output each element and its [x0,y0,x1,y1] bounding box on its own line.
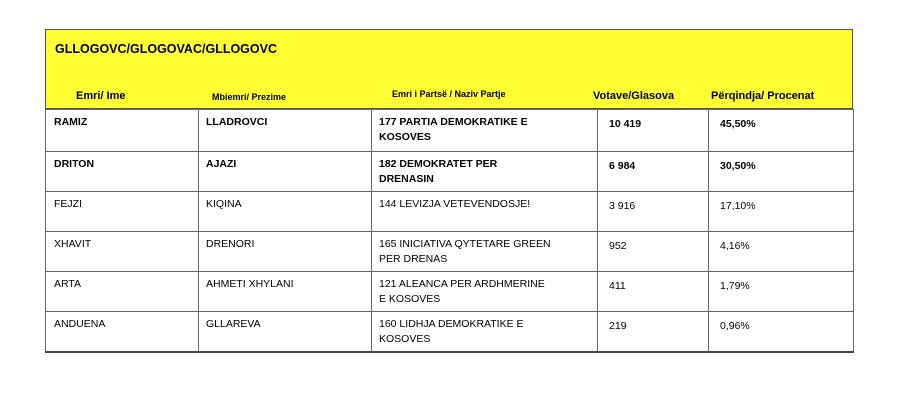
cell-party [372,110,598,152]
cell-party [372,192,598,232]
cell-last-name: AJAZI [199,152,372,192]
cell-party [372,152,598,192]
header-last-name: Mbiemri/ Prezime [212,92,287,102]
cell-last-name: AHMETI XHYLANI [199,272,372,312]
cell-votes: 411 [598,272,709,312]
cell-votes: 219 [598,312,709,352]
party-line-1: 177 PARTIA DEMOKRATIKE E [379,116,528,128]
table-header-band [45,29,853,109]
table-row [46,232,854,272]
party-line-2: KOSOVES [379,131,431,143]
table-row [46,312,854,352]
cell-first-name: FEJZI [46,192,199,232]
table-row [46,110,854,152]
party-line-2: DRENASIN [379,173,434,185]
cell-votes: 3 916 [598,192,709,232]
header-percent: Përqindja/ Procenat [711,90,815,102]
cell-percent: 45,50% [709,110,854,152]
cell-last-name: DRENORI [199,232,372,272]
cell-first-name: RAMIZ [46,110,199,152]
cell-first-name: ANDUENA [46,312,199,352]
party-line-1: 160 LIDHJA DEMOKRATIKE E [379,318,524,330]
results-table [45,109,854,353]
cell-votes: 6 984 [598,152,709,192]
party-line-2: PER DRENAS [379,253,448,265]
table-row [46,192,854,232]
header-votes: Votave/Glasova [593,90,675,102]
cell-last-name: GLLAREVA [199,312,372,352]
cell-percent: 30,50% [709,152,854,192]
region-title: GLLOGOVC/GLOGOVAC/GLLOGOVC [55,42,277,56]
party-line-1: 165 INICIATIVA QYTETARE GREEN [379,238,551,250]
cell-party [372,312,598,352]
cell-percent: 17,10% [709,192,854,232]
party-line-2: E KOSOVES [379,293,441,305]
cell-percent: 1,79% [709,272,854,312]
results-sheet [45,29,853,353]
cell-last-name: KIQINA [199,192,372,232]
cell-first-name: DRITON [46,152,199,192]
cell-percent: 0,96% [709,312,854,352]
table-row [46,272,854,312]
cell-party [372,272,598,312]
party-line-1: 121 ALEANCA PER ARDHMERINE [379,278,545,290]
cell-first-name: ARTA [46,272,199,312]
party-line-1: 182 DEMOKRATET PER [379,158,498,170]
cell-party [372,232,598,272]
header-first-name: Emri/ Ime [76,90,126,102]
cell-votes: 952 [598,232,709,272]
party-line-1: 144 LEVIZJA VETEVENDOSJE! [379,198,531,210]
cell-percent: 4,16% [709,232,854,272]
table-row [46,152,854,192]
cell-votes: 10 419 [598,110,709,152]
cell-last-name: LLADROVCI [199,110,372,152]
header-party: Emri i Partsë / Naziv Partje [392,89,506,99]
cell-first-name: XHAVIT [46,232,199,272]
party-line-2: KOSOVES [379,333,431,345]
